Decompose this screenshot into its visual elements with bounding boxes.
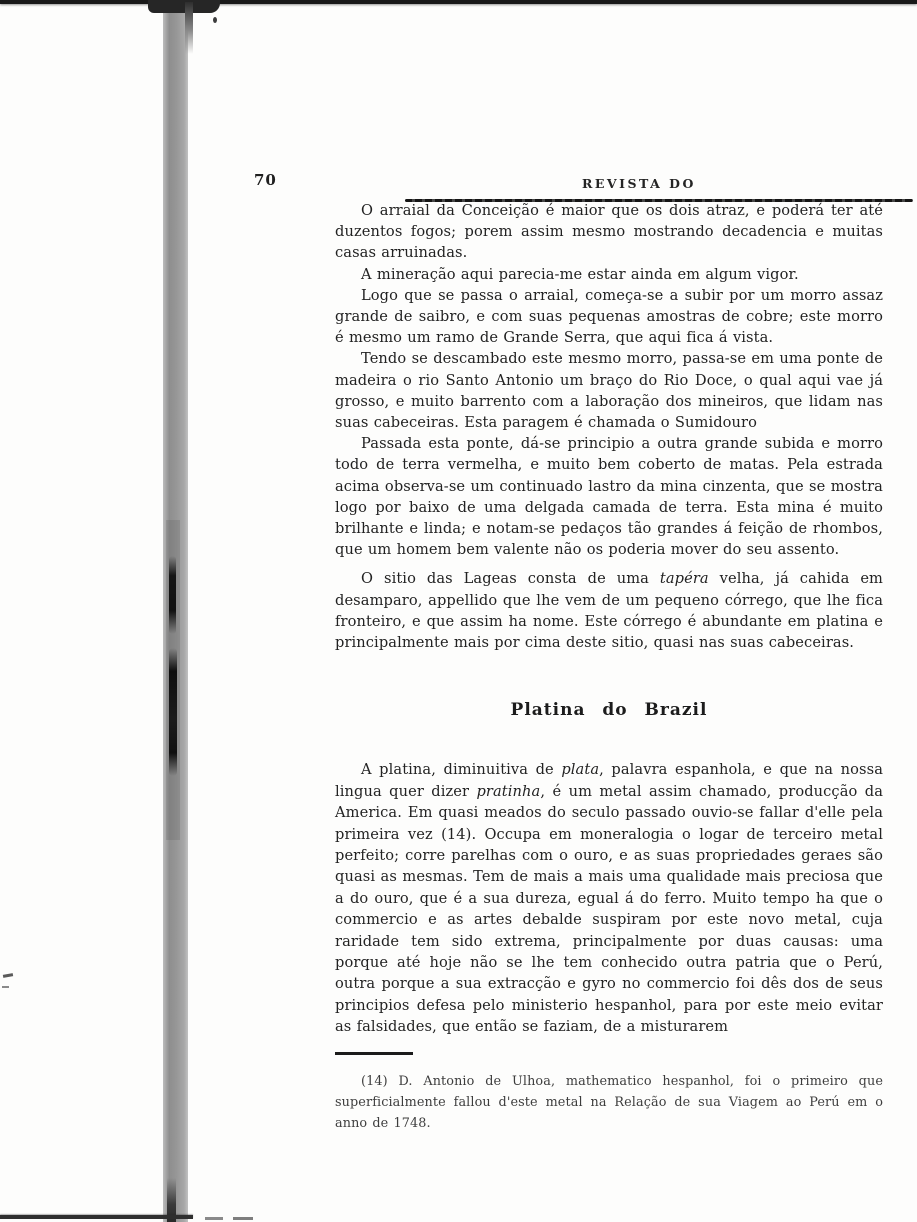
paragraph-6-text: velha, já cahida em desamparo, appellido que lhe vem de um pequeno córrego, que lhe fica fronteiro, e que assim ha nome. Este córrego é abundante em platina e principalmente mais por cima deste sitio, quasi nas suas cabeceiras. bbox=[335, 570, 883, 652]
paragraph-3: Logo que se passa o arraial, começa-se a subir por um morro assaz grande de saibro, e com suas pequenas amostras de cobre; este morro é mesmo um ramo de Grande Serra, que aqui fica á vista. bbox=[335, 286, 883, 347]
scan-bottom-dash bbox=[205, 1217, 223, 1220]
paragraph-7-italic: pratinha bbox=[476, 782, 541, 800]
text-column-upper bbox=[335, 200, 883, 653]
text-column-lower bbox=[335, 700, 883, 1134]
paragraph-7-text: , palavra espanhola, e que na nossa lingua quer dizer bbox=[335, 761, 883, 800]
scan-bottom-dash bbox=[233, 1217, 253, 1220]
paragraph-2: A mineração aqui parecia-me estar ainda em algum vigor. bbox=[361, 265, 799, 283]
ink-speck bbox=[213, 17, 217, 23]
paragraph-7-italic: plata bbox=[561, 761, 600, 779]
gutter-streak bbox=[169, 556, 176, 634]
gutter-streak bbox=[169, 648, 177, 776]
footnote-rule bbox=[335, 1052, 413, 1055]
paragraph-6-text: O sitio das Lageas consta de uma bbox=[361, 570, 660, 588]
gutter-top-blob bbox=[148, 0, 220, 13]
paragraph-7-text: A platina, diminuitiva de bbox=[361, 761, 562, 779]
paragraph-6 bbox=[335, 568, 883, 653]
paragraph-7-text: , é um metal assim chamado, producção da America. Em quasi meados do seculo passado ouvio-se fallar d'elle pela primeira vez (14). Occupa em moneralogia o logar de terceiro metal perfeito; corre parelhas com o ouro, e as suas propriedades geraes são quasi as mesmas. Tem de mais a mais uma qualidade mais preciosa que a do ouro, que é a sua dureza, egual á do ferro. Muito tempo ha que o commercio e as artes debalde suspiram por este novo metal, cuja raridade tem sido extrema, principalmente por duas causas: uma porque até hoje não se lhe tem conhecido outra patria que o Perú, outra porque a sua extracção e gyro no commercio foi dês dos de seus principios defesa pelo ministerio hespanhol, para por este meio evitar as falsidades, que então se faziam, de a misturarem bbox=[335, 782, 883, 1036]
margin-mark bbox=[3, 973, 13, 978]
gutter-top-drip bbox=[185, 2, 193, 54]
footnote-block bbox=[335, 1052, 883, 1134]
scan-top-edge bbox=[0, 0, 917, 4]
footnote: (14) D. Antonio de Ulhoa, mathematico hespanhol, foi o primeiro que superficialmente fallou d'este metal na Relação de sua Viagem ao Perú em o anno de 1748. bbox=[335, 1073, 883, 1131]
margin-mark bbox=[2, 986, 9, 988]
page-number: 70 bbox=[254, 171, 277, 189]
paragraph-7 bbox=[335, 759, 883, 1037]
paragraph-5: Passada esta ponte, dá-se principio a outra grande subida e morro todo de terra vermelha, e muito bem coberto de matas. Pela estrada acima observa-se um continuado lastro da mina cinzenta, que se mostra logo por baixo de uma delgada camada de terra. Esta mina é muito brilhante e linda; e notam-se pedaços tão grandes á feição de rhombos, que um homem bem valente não os poderia mover do seu assento. bbox=[335, 435, 883, 559]
running-header: REVISTA DO bbox=[582, 176, 696, 191]
section-heading: Platina do Brazil bbox=[510, 700, 708, 720]
paragraph-1: O arraial da Conceição é maior que os dois atraz, e poderá ter até duzentos fogos; porem assim mesmo mostrando decadencia e muitas casas arruinadas. bbox=[335, 202, 883, 262]
scan-bottom-edge bbox=[0, 1215, 193, 1219]
paragraph-4: Tendo se descambado este mesmo morro, passa-se em uma ponte de madeira o rio Santo Antonio um braço do Rio Doce, o qual aqui vae já grosso, e muito barrento com a laboração dos mineiros, que lidam nas suas cabeceiras. Esta paragem é chamada o Sumidouro bbox=[335, 350, 883, 432]
paragraph-6-italic: tapéra bbox=[659, 570, 709, 588]
